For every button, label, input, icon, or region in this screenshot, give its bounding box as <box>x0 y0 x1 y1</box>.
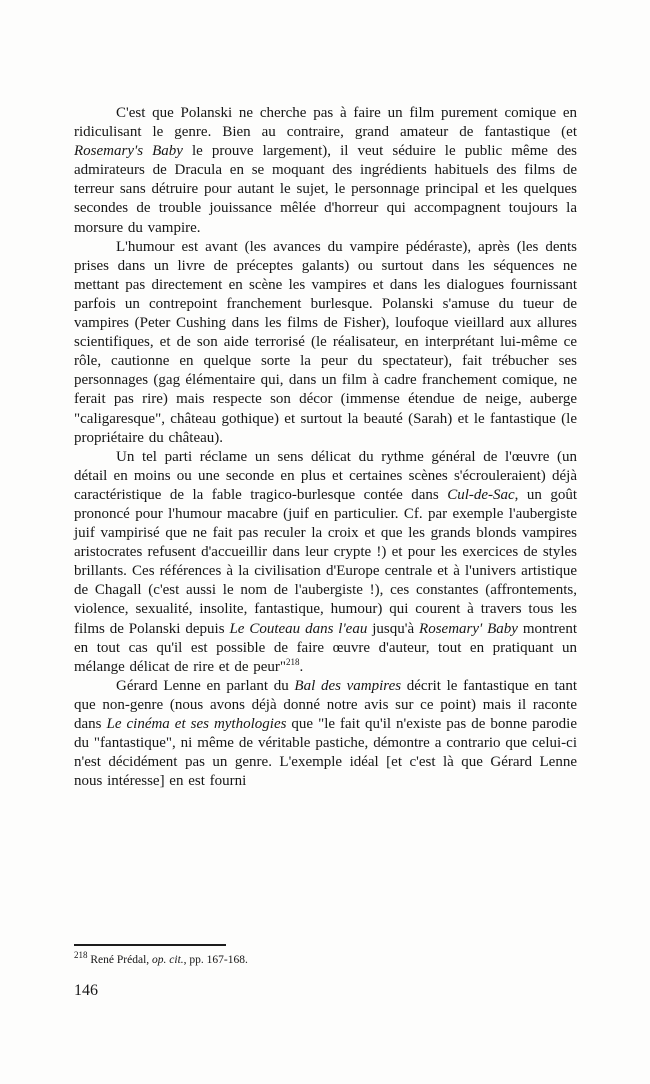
footnote-area <box>74 944 577 967</box>
footnote-rule <box>74 944 226 946</box>
paragraph-3: Un tel parti réclame un sens délicat du rythme général de l'œuvre (un détail en moins ou une seconde en plus et certaines scènes s'écrouleraient) déjà caractéristique de la fable tragico-burlesque contée dans Cul-de-Sac, un goût prononcé pour l'humour macabre (juif en particulier. Cf. par exemple l'aubergiste juif vampirisé que ne fait pas reculer la croix et que les grands blonds vampires aristocrates refusent d'accueillir dans leur crypte !) et pour les exercices de styles brillants. Ces références à la civilisation d'Europe centrale et à l'univers artistique de Chagall (c'est aussi le nom de l'aubergiste !), ces constantes (affrontements, violence, sexualité, insolite, fantastique, humour) qui courent à travers tous les films de Polanski depuis Le Couteau dans l'eau jusqu'à Rosemary' Baby montrent en tout cas qu'il est possible de faire œuvre d'auteur, tout en pratiquant un mélange délicat de rire et de peur"$^{218}$. <box>74 448 578 675</box>
paragraph-2: L'humour est avant (les avances du vampire pédéraste), après (les dents prises dans un livre de préceptes galants) ou surtout dans les séquences ne mettant pas directement en scène les vampires et dans les dialogues fournissant parfois un contrepoint franchement burlesque. Polanski s'amuse du tueur de vampires (Peter Cushing dans les films de Fisher), loufoque vieillard aux allures scientifiques, et de son aide terrorisé (le réalisateur, en interprétant lui-même ce rôle, cautionne en quelque sorte la peur du spectateur), fait trébucher ses personnages (gag élémentaire qui, dans un film à cadre franchement comique, ne ferait pas rire) mais respecte son décor (immense étendue de neige, auberge "caligaresque", château gothique) et surtout la beauté (Sarah) et le fantastique (le propriétaire du château). <box>74 238 577 446</box>
paragraph-4: Gérard Lenne en parlant du Bal des vampires décrit le fantastique en tant que non-genre (nous avons déjà donné notre avis sur ce point) mais il raconte dans Le cinéma et ses mythologies que "le fait qu'il n'existe pas de bonne parodie du "fantastique", ni même de véritable pastiche, démontre a contrario que celui-ci n'est décidément pas un genre. L'exemple idéal [et c'est là que Gérard Lenne nous intéresse] en est fourni <box>74 677 577 790</box>
footnote-218: $^{218}$ René Prédal, op. cit., pp. 167-168. <box>74 950 248 966</box>
page-number: 146 <box>74 982 98 999</box>
paragraph-1: C'est que Polanski ne cherche pas à faire un film purement comique en ridiculisant le genre. Bien au contraire, grand amateur de fantastique (et Rosemary's Baby le prouve largement), il veut séduire le public même des admirateurs de Dracula en se moquant des ingrédients habituels des films de terreur sans détruire pour autant le sujet, le personnage principal et les quelques secondes de trouble jouissance mêlée d'horreur qui accompagnent toujours la morsure du vampire. <box>74 105 577 236</box>
text-block <box>74 104 577 791</box>
